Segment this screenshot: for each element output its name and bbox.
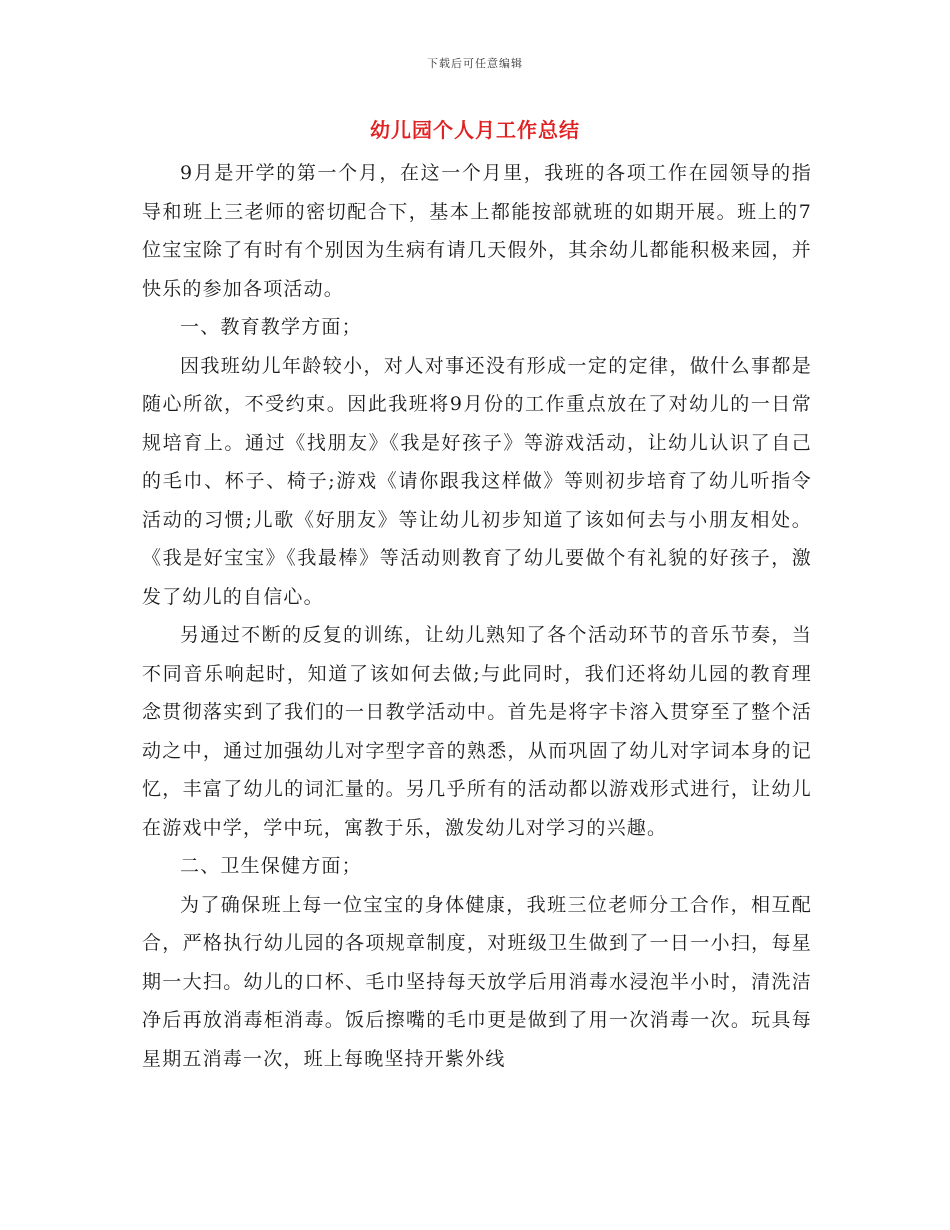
header-note: 下载后可任意编辑: [427, 57, 523, 70]
paragraph-intro: 9月是开学的第一个月，在这一个月里，我班的各项工作在园领导的指导和班上三老师的密切配合下，基本上都能按部就班的如期开展。班上的7位宝宝除了有时有个别因为生病有请几天假外，其余幼儿都能积极来园，并快乐的参加各项活动。: [142, 162, 812, 300]
document-body: [142, 154, 812, 1078]
paragraph-hygiene: 为了确保班上每一位宝宝的身体健康，我班三位老师分工合作，相互配合，严格执行幼儿园的各项规章制度，对班级卫生做到了一日一小扫，每星期一大扫。幼儿的口杯、毛巾坚持每天放学后用消毒水浸泡半小时，清洗洁净后再放消毒柜消毒。饭后擦嘴的毛巾更是做到了用一次消毒一次。玩具每星期五消毒一次，班上每晚坚持开紫外线: [142, 893, 812, 1070]
section-heading-hygiene: 二、卫生保健方面；: [180, 855, 362, 877]
section-heading-teaching: 一、教育教学方面；: [180, 316, 362, 338]
paragraph-teaching-training: 另通过不断的反复的训练，让幼儿熟知了各个活动环节的音乐节奏，当不同音乐响起时，知道了该如何去做;与此同时，我们还将幼儿园的教育理念贯彻落实到了我们的一日教学活动中。首先是将字卡溶入贯穿至了整个活动之中，通过加强幼儿对字型字音的熟悉，从而巩固了幼儿对字词本身的记忆，丰富了幼儿的词汇量的。另几乎所有的活动都以游戏形式进行，让幼儿在游戏中学，学中玩，寓教于乐，激发幼儿对学习的兴趣。: [142, 624, 812, 839]
paragraph-teaching-routine: 因我班幼儿年龄较小，对人对事还没有形成一定的定律，做什么事都是随心所欲，不受约束。因此我班将9月份的工作重点放在了对幼儿的一日常规培育上。通过《找朋友》《我是好孩子》等游戏活动，让幼儿认识了自己的毛巾、杯子、椅子;游戏《请你跟我这样做》等则初步培育了幼儿听指令活动的习惯;儿歌《好朋友》等让幼儿初步知道了该如何去与小朋友相处。《我是好宝宝》《我最棒》等活动则教育了幼儿要做个有礼貌的好孩子，激发了幼儿的自信心。: [142, 354, 812, 608]
document-title: 幼儿园个人月工作总结: [370, 118, 580, 142]
